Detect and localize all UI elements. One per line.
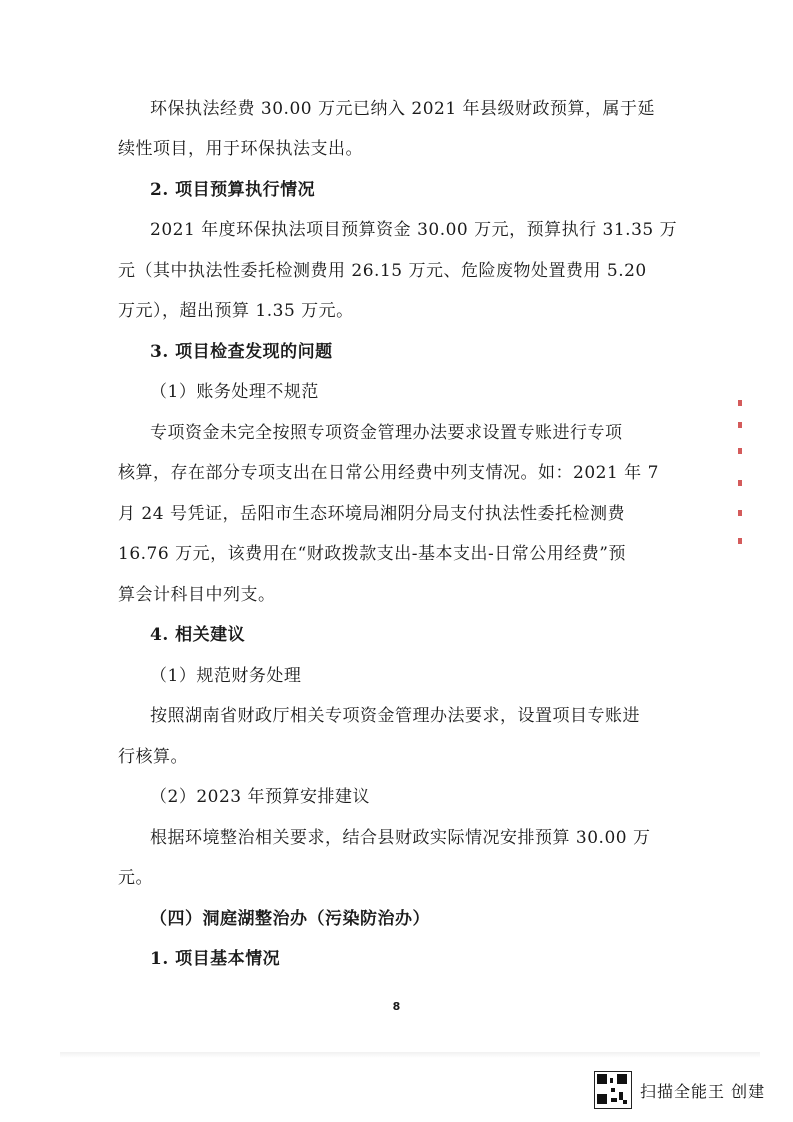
paragraph-line: 算会计科目中列支。: [118, 585, 276, 605]
section-heading: 3. 项目检查发现的问题: [150, 342, 333, 362]
section-heading: （四）洞庭湖整治办（污染防治办）: [150, 909, 430, 929]
paragraph-line: 月 24 号凭证，岳阳市生态环境局湘阴分局支付执法性委托检测费: [118, 504, 625, 524]
qr-code-icon: [594, 1071, 632, 1109]
paragraph-line: 根据环境整治相关要求，结合县财政实际情况安排预算 30.00 万: [150, 828, 651, 848]
scanner-watermark: [594, 1070, 765, 1110]
paragraph-line: 核算，存在部分专项支出在日常公用经费中列支情况。如：2021 年 7: [118, 463, 659, 483]
subsection-heading: （2）2023 年预算安排建议: [150, 787, 370, 807]
section-heading: 1. 项目基本情况: [150, 949, 281, 969]
subsection-heading: （1）账务处理不规范: [150, 382, 319, 402]
page-number: 8: [392, 1000, 401, 1013]
paragraph-line: 行核算。: [118, 747, 188, 767]
scan-shadow: [60, 1052, 760, 1058]
paragraph-line: 元（其中执法性委托检测费用 26.15 万元、危险废物处置费用 5.20: [118, 261, 647, 281]
paragraph-line: 万元），超出预算 1.35 万元。: [118, 301, 354, 321]
watermark-text: 扫描全能王 创建: [640, 1081, 766, 1101]
section-heading: 2. 项目预算执行情况: [150, 180, 316, 200]
paragraph-line: 2021 年度环保执法项目预算资金 30.00 万元，预算执行 31.35 万: [150, 220, 678, 240]
section-heading: 4. 相关建议: [150, 625, 246, 645]
paragraph-line: 环保执法经费 30.00 万元已纳入 2021 年县级财政预算，属于延: [150, 99, 656, 119]
paragraph-line: 16.76 万元，该费用在“财政拨款支出-基本支出-日常公用经费”预: [118, 544, 626, 564]
paragraph-line: 续性项目，用于环保执法支出。: [118, 139, 363, 159]
subsection-heading: （1）规范财务处理: [150, 666, 302, 686]
paragraph-line: 元。: [118, 868, 153, 888]
paragraph-line: 按照湖南省财政厅相关专项资金管理办法要求，设置项目专账进: [150, 706, 640, 726]
paragraph-line: 专项资金未完全按照专项资金管理办法要求设置专账进行专项: [150, 423, 623, 443]
scan-edge-marks: [738, 400, 744, 560]
